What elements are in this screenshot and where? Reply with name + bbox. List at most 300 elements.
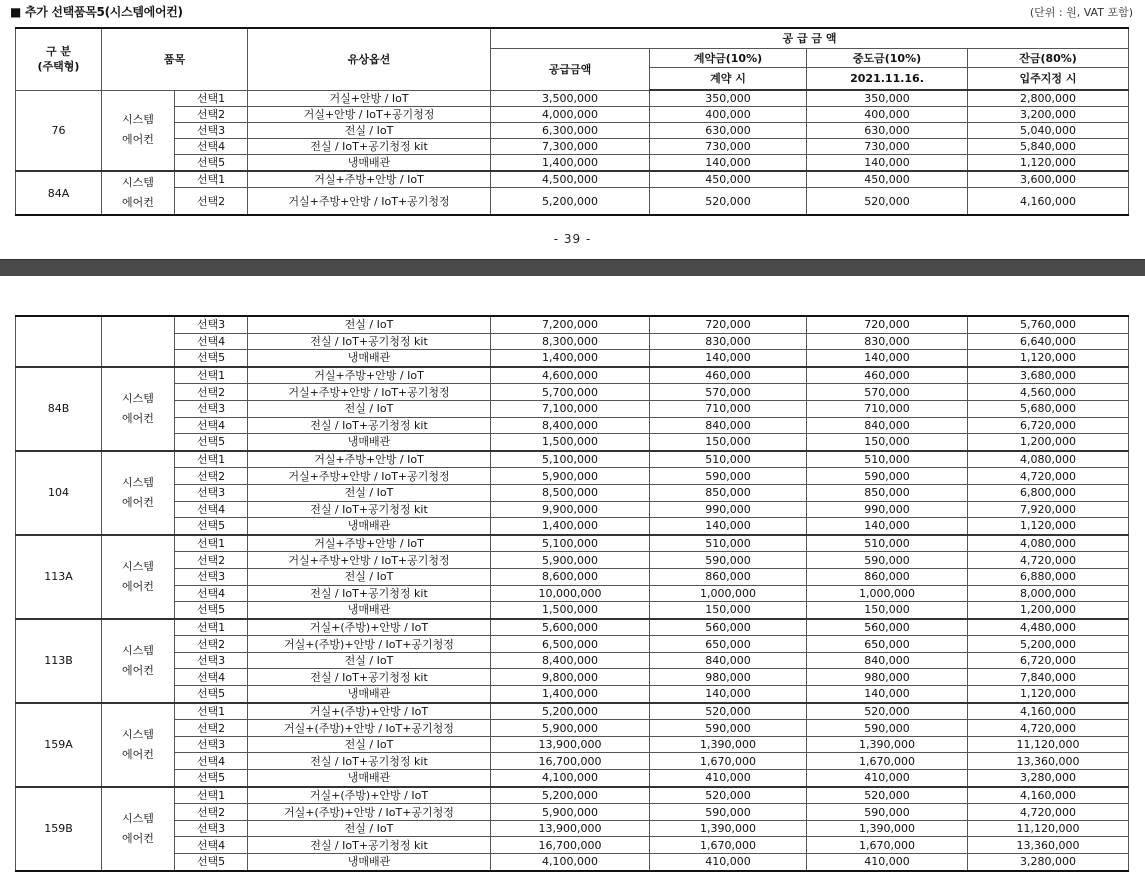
deposit-cell: 710,000 xyxy=(650,400,807,417)
middle-cell: 840,000 xyxy=(807,652,968,669)
item-cell xyxy=(102,703,175,787)
supply-cell: 10,000,000 xyxy=(491,585,650,602)
table-row xyxy=(16,753,1129,770)
balance-cell: 4,160,000 xyxy=(968,703,1129,720)
table-row xyxy=(16,468,1129,485)
deposit-cell: 450,000 xyxy=(650,171,807,188)
supply-cell: 5,900,000 xyxy=(491,804,650,821)
item-label-line2: 에어컨 xyxy=(122,579,154,593)
option-cell: 거실+안방 / IoT xyxy=(248,90,491,107)
table-row xyxy=(16,568,1129,585)
selection-cell: 선택1 xyxy=(175,535,248,552)
deposit-cell: 520,000 xyxy=(650,188,807,216)
balance-cell: 6,800,000 xyxy=(968,484,1129,501)
item-label-line2: 에어컨 xyxy=(122,747,154,761)
middle-cell: 510,000 xyxy=(807,451,968,468)
balance-cell: 4,720,000 xyxy=(968,804,1129,821)
options-table-bottom xyxy=(15,315,1129,872)
balance-cell: 5,840,000 xyxy=(968,139,1129,155)
middle-cell: 410,000 xyxy=(807,770,968,787)
deposit-cell: 840,000 xyxy=(650,652,807,669)
balance-cell: 3,280,000 xyxy=(968,854,1129,871)
supply-cell: 5,900,000 xyxy=(491,720,650,737)
table-row xyxy=(16,484,1129,501)
table-row xyxy=(16,820,1129,837)
table-row xyxy=(16,804,1129,821)
selection-cell: 선택3 xyxy=(175,820,248,837)
option-cell: 전실 / IoT xyxy=(248,484,491,501)
option-cell: 거실+(주방)+안방 / IoT xyxy=(248,787,491,804)
table-row xyxy=(16,417,1129,434)
unit-type-cell: 84A xyxy=(16,171,102,215)
option-cell: 거실+주방+안방 / IoT xyxy=(248,451,491,468)
supply-cell: 5,200,000 xyxy=(491,703,650,720)
deposit-cell: 150,000 xyxy=(650,434,807,451)
balance-cell: 3,600,000 xyxy=(968,171,1129,188)
middle-cell: 650,000 xyxy=(807,636,968,653)
middle-cell: 1,670,000 xyxy=(807,837,968,854)
header-deposit: 계약금(10%) xyxy=(650,49,807,68)
page-divider xyxy=(0,259,1145,276)
header-balance-when: 입주지정 시 xyxy=(968,68,1129,91)
selection-cell: 선택4 xyxy=(175,333,248,350)
table-row xyxy=(16,333,1129,350)
balance-cell: 4,560,000 xyxy=(968,384,1129,401)
deposit-cell: 1,000,000 xyxy=(650,585,807,602)
table-row xyxy=(16,384,1129,401)
supply-cell: 9,900,000 xyxy=(491,501,650,518)
balance-cell: 5,680,000 xyxy=(968,400,1129,417)
selection-cell: 선택2 xyxy=(175,468,248,485)
middle-cell: 850,000 xyxy=(807,484,968,501)
table-row xyxy=(16,703,1129,720)
middle-cell: 150,000 xyxy=(807,434,968,451)
page-number: - 39 - xyxy=(553,232,592,246)
option-cell: 거실+주방+안방 / IoT xyxy=(248,367,491,384)
supply-cell: 5,200,000 xyxy=(491,787,650,804)
balance-cell: 4,720,000 xyxy=(968,552,1129,569)
middle-cell: 980,000 xyxy=(807,669,968,686)
header-balance: 잔금(80%) xyxy=(968,49,1129,68)
deposit-cell: 560,000 xyxy=(650,619,807,636)
selection-cell: 선택4 xyxy=(175,669,248,686)
deposit-cell: 830,000 xyxy=(650,333,807,350)
selection-cell: 선택5 xyxy=(175,770,248,787)
deposit-cell: 410,000 xyxy=(650,854,807,871)
middle-cell: 720,000 xyxy=(807,316,968,333)
selection-cell: 선택4 xyxy=(175,837,248,854)
table-header xyxy=(16,28,1129,90)
option-cell: 거실+(주방)+안방 / IoT xyxy=(248,619,491,636)
supply-cell: 5,900,000 xyxy=(491,468,650,485)
supply-cell: 1,400,000 xyxy=(491,155,650,172)
deposit-cell: 730,000 xyxy=(650,139,807,155)
item-cell xyxy=(102,451,175,535)
table-row xyxy=(16,155,1129,172)
balance-cell: 4,160,000 xyxy=(968,787,1129,804)
deposit-cell: 150,000 xyxy=(650,602,807,619)
item-label-line1: 시스템 xyxy=(122,727,154,741)
supply-cell: 4,100,000 xyxy=(491,770,650,787)
header-supply-group: 공 급 금 액 xyxy=(491,28,1129,49)
middle-cell: 590,000 xyxy=(807,552,968,569)
supply-cell: 7,100,000 xyxy=(491,400,650,417)
deposit-cell: 510,000 xyxy=(650,535,807,552)
middle-cell: 630,000 xyxy=(807,123,968,139)
option-cell: 전실 / IoT xyxy=(248,736,491,753)
supply-cell: 16,700,000 xyxy=(491,837,650,854)
supply-cell: 5,200,000 xyxy=(491,188,650,216)
item-cell xyxy=(102,787,175,871)
middle-cell: 1,670,000 xyxy=(807,753,968,770)
item-label-line2: 에어컨 xyxy=(122,133,154,147)
table-row xyxy=(16,669,1129,686)
middle-cell: 450,000 xyxy=(807,171,968,188)
middle-cell: 830,000 xyxy=(807,333,968,350)
table-row xyxy=(16,585,1129,602)
item-label-line2: 에어컨 xyxy=(122,831,154,845)
middle-cell: 730,000 xyxy=(807,139,968,155)
table-row xyxy=(16,90,1129,107)
balance-cell: 8,000,000 xyxy=(968,585,1129,602)
table-row xyxy=(16,367,1129,384)
balance-cell: 11,120,000 xyxy=(968,736,1129,753)
table-row xyxy=(16,736,1129,753)
deposit-cell: 350,000 xyxy=(650,90,807,107)
balance-cell: 4,720,000 xyxy=(968,468,1129,485)
option-cell: 거실+주방+안방 / IoT+공기청정 xyxy=(248,188,491,216)
header-category xyxy=(16,28,102,90)
balance-cell: 4,160,000 xyxy=(968,188,1129,216)
selection-cell: 선택3 xyxy=(175,123,248,139)
option-cell: 전실 / IoT+공기청정 kit xyxy=(248,501,491,518)
deposit-cell: 650,000 xyxy=(650,636,807,653)
supply-cell: 5,600,000 xyxy=(491,619,650,636)
middle-cell: 710,000 xyxy=(807,400,968,417)
table-row xyxy=(16,400,1129,417)
deposit-cell: 140,000 xyxy=(650,686,807,703)
table-row xyxy=(16,350,1129,367)
selection-cell: 선택4 xyxy=(175,585,248,602)
middle-cell: 140,000 xyxy=(807,350,968,367)
selection-cell: 선택5 xyxy=(175,155,248,172)
table-row xyxy=(16,652,1129,669)
table-row xyxy=(16,123,1129,139)
selection-cell: 선택5 xyxy=(175,854,248,871)
middle-cell: 560,000 xyxy=(807,619,968,636)
table-row xyxy=(16,602,1129,619)
supply-cell: 7,300,000 xyxy=(491,139,650,155)
unit-type-cell xyxy=(16,316,102,367)
option-cell: 거실+주방+안방 / IoT+공기청정 xyxy=(248,468,491,485)
deposit-cell: 590,000 xyxy=(650,720,807,737)
item-cell xyxy=(102,171,175,215)
supply-cell: 8,400,000 xyxy=(491,417,650,434)
option-cell: 거실+(주방)+안방 / IoT+공기청정 xyxy=(248,636,491,653)
table-row xyxy=(16,501,1129,518)
table-row xyxy=(16,854,1129,871)
deposit-cell: 590,000 xyxy=(650,804,807,821)
supply-cell: 9,800,000 xyxy=(491,669,650,686)
selection-cell: 선택3 xyxy=(175,484,248,501)
selection-cell: 선택3 xyxy=(175,568,248,585)
supply-cell: 13,900,000 xyxy=(491,736,650,753)
option-cell: 냉매배관 xyxy=(248,686,491,703)
selection-cell: 선택1 xyxy=(175,367,248,384)
selection-cell: 선택4 xyxy=(175,139,248,155)
option-cell: 거실+(주방)+안방 / IoT+공기청정 xyxy=(248,720,491,737)
option-cell: 전실 / IoT xyxy=(248,652,491,669)
item-cell xyxy=(102,535,175,619)
supply-cell: 4,000,000 xyxy=(491,107,650,123)
middle-cell: 1,390,000 xyxy=(807,736,968,753)
balance-cell: 1,120,000 xyxy=(968,518,1129,535)
table-row xyxy=(16,434,1129,451)
middle-cell: 140,000 xyxy=(807,518,968,535)
table-row xyxy=(16,518,1129,535)
middle-cell: 1,000,000 xyxy=(807,585,968,602)
option-cell: 전실 / IoT+공기청정 kit xyxy=(248,753,491,770)
supply-cell: 7,200,000 xyxy=(491,316,650,333)
middle-cell: 590,000 xyxy=(807,804,968,821)
header-middle: 중도금(10%) xyxy=(807,49,968,68)
header-supply-amount: 공급금액 xyxy=(491,49,650,91)
option-cell: 전실 / IoT xyxy=(248,568,491,585)
supply-cell: 6,300,000 xyxy=(491,123,650,139)
deposit-cell: 590,000 xyxy=(650,468,807,485)
supply-cell: 4,500,000 xyxy=(491,171,650,188)
option-cell: 전실 / IoT xyxy=(248,316,491,333)
middle-cell: 520,000 xyxy=(807,188,968,216)
selection-cell: 선택5 xyxy=(175,350,248,367)
middle-cell: 1,390,000 xyxy=(807,820,968,837)
options-table-top xyxy=(15,27,1129,216)
item-label-line1: 시스템 xyxy=(122,643,154,657)
deposit-cell: 1,670,000 xyxy=(650,753,807,770)
balance-cell: 6,720,000 xyxy=(968,652,1129,669)
table-row xyxy=(16,636,1129,653)
deposit-cell: 520,000 xyxy=(650,703,807,720)
balance-cell: 1,120,000 xyxy=(968,155,1129,172)
unit-type-cell: 104 xyxy=(16,451,102,535)
header-deposit-when: 계약 시 xyxy=(650,68,807,91)
option-cell: 전실 / IoT+공기청정 kit xyxy=(248,837,491,854)
middle-cell: 140,000 xyxy=(807,155,968,172)
balance-cell: 4,080,000 xyxy=(968,535,1129,552)
balance-cell: 1,120,000 xyxy=(968,686,1129,703)
table-row xyxy=(16,770,1129,787)
supply-cell: 4,600,000 xyxy=(491,367,650,384)
option-cell: 냉매배관 xyxy=(248,770,491,787)
supply-cell: 5,700,000 xyxy=(491,384,650,401)
table-row xyxy=(16,139,1129,155)
supply-cell: 5,900,000 xyxy=(491,552,650,569)
page-title: ■ 추가 선택품목5(시스템에어컨) xyxy=(10,5,183,19)
selection-cell: 선택4 xyxy=(175,417,248,434)
balance-cell: 6,720,000 xyxy=(968,417,1129,434)
table-row xyxy=(16,787,1129,804)
middle-cell: 400,000 xyxy=(807,107,968,123)
option-cell: 전실 / IoT+공기청정 kit xyxy=(248,669,491,686)
balance-cell: 3,280,000 xyxy=(968,770,1129,787)
option-cell: 거실+주방+안방 / IoT xyxy=(248,171,491,188)
supply-cell: 1,500,000 xyxy=(491,434,650,451)
selection-cell: 선택2 xyxy=(175,384,248,401)
supply-cell: 8,600,000 xyxy=(491,568,650,585)
supply-cell: 13,900,000 xyxy=(491,820,650,837)
header-category-sub: (주택형) xyxy=(37,60,80,74)
balance-cell: 1,200,000 xyxy=(968,434,1129,451)
header-category-label: 구 분 xyxy=(45,45,72,59)
table-row xyxy=(16,188,1129,216)
deposit-cell: 860,000 xyxy=(650,568,807,585)
balance-cell: 4,080,000 xyxy=(968,451,1129,468)
table-row xyxy=(16,316,1129,333)
option-cell: 전실 / IoT+공기청정 kit xyxy=(248,139,491,155)
selection-cell: 선택5 xyxy=(175,686,248,703)
middle-cell: 590,000 xyxy=(807,468,968,485)
middle-cell: 860,000 xyxy=(807,568,968,585)
item-label-line2: 에어컨 xyxy=(122,196,154,209)
balance-cell: 13,360,000 xyxy=(968,837,1129,854)
middle-cell: 520,000 xyxy=(807,703,968,720)
middle-cell: 510,000 xyxy=(807,535,968,552)
deposit-cell: 630,000 xyxy=(650,123,807,139)
option-cell: 거실+주방+안방 / IoT xyxy=(248,535,491,552)
item-label-line1: 시스템 xyxy=(122,176,154,189)
deposit-cell: 510,000 xyxy=(650,451,807,468)
supply-cell: 1,500,000 xyxy=(491,602,650,619)
header-option: 유상옵션 xyxy=(248,28,491,90)
selection-cell: 선택2 xyxy=(175,188,248,216)
supply-cell: 1,400,000 xyxy=(491,518,650,535)
selection-cell: 선택2 xyxy=(175,804,248,821)
deposit-cell: 140,000 xyxy=(650,350,807,367)
deposit-cell: 140,000 xyxy=(650,155,807,172)
table-row xyxy=(16,837,1129,854)
deposit-cell: 1,390,000 xyxy=(650,736,807,753)
item-label-line1: 시스템 xyxy=(122,391,154,405)
item-label-line1: 시스템 xyxy=(122,811,154,825)
middle-cell: 150,000 xyxy=(807,602,968,619)
balance-cell: 1,120,000 xyxy=(968,350,1129,367)
selection-cell: 선택4 xyxy=(175,753,248,770)
option-cell: 냉매배관 xyxy=(248,434,491,451)
table-row xyxy=(16,107,1129,123)
middle-cell: 840,000 xyxy=(807,417,968,434)
balance-cell: 3,200,000 xyxy=(968,107,1129,123)
selection-cell: 선택2 xyxy=(175,552,248,569)
balance-cell: 5,040,000 xyxy=(968,123,1129,139)
balance-cell: 13,360,000 xyxy=(968,753,1129,770)
deposit-cell: 850,000 xyxy=(650,484,807,501)
option-cell: 전실 / IoT xyxy=(248,400,491,417)
selection-cell: 선택3 xyxy=(175,316,248,333)
middle-cell: 350,000 xyxy=(807,90,968,107)
balance-cell: 4,480,000 xyxy=(968,619,1129,636)
supply-cell: 16,700,000 xyxy=(491,753,650,770)
balance-cell: 3,680,000 xyxy=(968,367,1129,384)
option-cell: 전실 / IoT xyxy=(248,123,491,139)
table-row xyxy=(16,720,1129,737)
unit-type-cell: 76 xyxy=(16,90,102,171)
table-row xyxy=(16,451,1129,468)
option-cell: 전실 / IoT+공기청정 kit xyxy=(248,585,491,602)
option-cell: 냉매배관 xyxy=(248,602,491,619)
item-label-line1: 시스템 xyxy=(122,475,154,489)
selection-cell: 선택2 xyxy=(175,107,248,123)
balance-cell: 5,200,000 xyxy=(968,636,1129,653)
option-cell: 거실+주방+안방 / IoT+공기청정 xyxy=(248,552,491,569)
item-cell xyxy=(102,367,175,451)
deposit-cell: 520,000 xyxy=(650,787,807,804)
selection-cell: 선택2 xyxy=(175,720,248,737)
selection-cell: 선택3 xyxy=(175,652,248,669)
unit-type-cell: 113A xyxy=(16,535,102,619)
item-label-line2: 에어컨 xyxy=(122,663,154,677)
table-row xyxy=(16,171,1129,188)
middle-cell: 410,000 xyxy=(807,854,968,871)
deposit-cell: 410,000 xyxy=(650,770,807,787)
supply-cell: 4,100,000 xyxy=(491,854,650,871)
supply-cell: 1,400,000 xyxy=(491,350,650,367)
table-row xyxy=(16,686,1129,703)
middle-cell: 990,000 xyxy=(807,501,968,518)
option-cell: 전실 / IoT+공기청정 kit xyxy=(248,333,491,350)
table-row xyxy=(16,619,1129,636)
selection-cell: 선택1 xyxy=(175,787,248,804)
option-cell: 거실+주방+안방 / IoT+공기청정 xyxy=(248,384,491,401)
supply-cell: 6,500,000 xyxy=(491,636,650,653)
supply-cell: 8,400,000 xyxy=(491,652,650,669)
supply-cell: 5,100,000 xyxy=(491,535,650,552)
unit-type-cell: 159A xyxy=(16,703,102,787)
middle-cell: 460,000 xyxy=(807,367,968,384)
selection-cell: 선택3 xyxy=(175,400,248,417)
unit-type-cell: 159B xyxy=(16,787,102,871)
balance-cell: 6,880,000 xyxy=(968,568,1129,585)
header-middle-when: 2021.11.16. xyxy=(807,68,968,91)
balance-cell: 6,640,000 xyxy=(968,333,1129,350)
item-label-line2: 에어컨 xyxy=(122,495,154,509)
supply-cell: 5,100,000 xyxy=(491,451,650,468)
option-cell: 냉매배관 xyxy=(248,518,491,535)
unit-type-cell: 84B xyxy=(16,367,102,451)
deposit-cell: 840,000 xyxy=(650,417,807,434)
selection-cell: 선택5 xyxy=(175,602,248,619)
selection-cell: 선택1 xyxy=(175,90,248,107)
item-cell xyxy=(102,90,175,171)
table-body-top xyxy=(16,90,1129,215)
header-item: 품목 xyxy=(102,28,248,90)
balance-cell: 1,200,000 xyxy=(968,602,1129,619)
selection-cell: 선택1 xyxy=(175,171,248,188)
item-label-line1: 시스템 xyxy=(122,559,154,573)
supply-cell: 8,500,000 xyxy=(491,484,650,501)
deposit-cell: 590,000 xyxy=(650,552,807,569)
selection-cell: 선택5 xyxy=(175,434,248,451)
deposit-cell: 400,000 xyxy=(650,107,807,123)
selection-cell: 선택1 xyxy=(175,451,248,468)
unit-type-cell: 113B xyxy=(16,619,102,703)
option-cell: 냉매배관 xyxy=(248,155,491,172)
balance-cell: 2,800,000 xyxy=(968,90,1129,107)
item-label-line2: 에어컨 xyxy=(122,411,154,425)
item-cell xyxy=(102,316,175,367)
deposit-cell: 980,000 xyxy=(650,669,807,686)
option-cell: 냉매배관 xyxy=(248,350,491,367)
middle-cell: 570,000 xyxy=(807,384,968,401)
